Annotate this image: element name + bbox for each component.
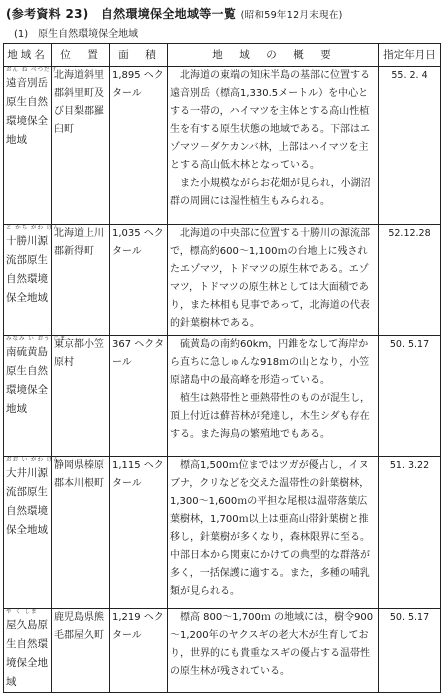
area-size-cell: 1,219 ヘクタール — [110, 609, 168, 693]
col-header-summary: 地 域 の 概 要 — [168, 44, 379, 67]
summary-paragraph: 硫黄島の南約60km，円錐をなして海岸から直ちに急しゅんな918ｍの山となり，小笠原諸島中の最高峰を形造っている。 — [170, 339, 370, 386]
designation-date-cell: 52.12.28 — [379, 225, 441, 336]
area-name: 遠音別岳原生自然環境保全地域 — [6, 77, 48, 146]
area-name: 南硫黄島原生自然環境保全地域 — [6, 346, 48, 415]
designation-date-cell: 51. 3.22 — [379, 457, 441, 609]
summary-paragraph: 植生は熱帯性と亜熱帯性のものが混生し，頂上付近は蘚苔林が発達し，木生シダも存在する。また海鳥の繁殖地でもある。 — [170, 393, 370, 440]
area-size-cell: 1,115 ヘクタール — [110, 457, 168, 609]
summary-paragraph: また小規模ながらお花畑が見られ，小湖沼群の周囲には湿性植生もみられる。 — [170, 178, 371, 207]
table-row — [4, 609, 441, 693]
location-cell: 静岡県榛原郡本川根町 — [52, 457, 110, 609]
area-size-cell: 367 ヘクタール — [110, 336, 168, 457]
header-row — [4, 44, 441, 67]
summary-paragraph: 標高1,500ｍ位まではツガが優占し，イヌブナ，クリなどを交えた温帯性の針葉樹林，1,300～1,600ｍの平担な尾根は温帯落葉広葉樹林，1,700ｍ以上は亜高山帯針葉樹と推移し，針葉樹が多くなり，森林限界に至る。中部日本から関東にかけての典型的な群落が多く，一括保護に適する。また，多種の哺乳類が見られる。 — [170, 460, 370, 597]
page-title — [6, 5, 343, 22]
name-reading: おお い がわ げん — [6, 457, 60, 463]
section-subtitle: (1) 原生自然環境保全地域 — [14, 29, 139, 40]
col-header-area: 面 積 — [110, 44, 168, 67]
location-cell: 北海道斜里郡斜里町及び目梨郡羅臼町 — [52, 67, 110, 225]
area-name: 大井川源流部原生自然環境保全地域 — [6, 467, 48, 536]
area-name-cell — [4, 609, 52, 693]
summary-paragraph: 北海道の東端の知床半島の基部に位置する遠音別岳（標高1,330.5メートル）を中心とする一帯の，ハイマツを主体とする高山性植生を有する原生状態の地域である。下部はエゾマツ－ダケカンバ林，上部はハイマツを主とする高山低木林となっている。 — [170, 70, 370, 171]
conservation-area-table — [3, 43, 441, 693]
area-name: 十勝川源流部原生自然環境保全地域 — [6, 235, 48, 304]
summary-paragraph: 標高 800～1,700ｍ の地域には，樹令900～1,200年のヤクスギの老大木が生育しており，世界的にも貴重なスギの優占する温帯性の原生林が残されている。 — [170, 612, 374, 677]
date-note: (昭和59年12月末現在) — [240, 10, 343, 21]
page-title-text: (参考資料 23) 自然環境保全地域等一覧 — [6, 7, 237, 21]
summary-paragraph: 北海道の中央部に位置する十勝川の源流部で，標高約600～1,100ｍの台地上に残されたエゾマツ，トドマツの原生林である。エゾマツ，トドマツの原生林としては大面積であり，また林相も見事であって，北海道の代表的針葉樹林である。 — [170, 228, 370, 329]
location-cell: 鹿児島県熊毛郡屋久町 — [52, 609, 110, 693]
designation-date-cell: 55. 2. 4 — [379, 67, 441, 225]
name-reading: みなみ い おう じま — [6, 336, 67, 342]
area-size-cell: 1,035 ヘクタール — [110, 225, 168, 336]
name-reading: と かち がわ げん — [6, 225, 60, 231]
area-size-cell: 1,895 ヘクタール — [110, 67, 168, 225]
area-name-cell — [4, 225, 60, 336]
area-name: 屋久島原生自然環境保全地域 — [6, 619, 48, 688]
location-cell: 北海道上川郡新得町 — [52, 225, 110, 336]
summary-cell — [168, 457, 379, 609]
col-header-date: 指定年月日 — [379, 44, 441, 67]
location-cell: 東京都小笠原村 — [52, 336, 110, 457]
designation-date-cell: 50. 5.17 — [379, 336, 441, 457]
table-row — [4, 225, 441, 336]
designation-date-cell: 50. 5.17 — [379, 609, 441, 693]
summary-cell — [168, 225, 379, 336]
name-reading: や く しま — [6, 609, 38, 615]
summary-cell — [168, 67, 379, 225]
col-header-name: 地域名 — [4, 44, 52, 67]
table-row — [4, 457, 441, 609]
area-name-cell — [4, 336, 67, 457]
area-name-cell — [4, 457, 60, 609]
summary-cell — [168, 609, 379, 693]
summary-cell — [168, 336, 379, 457]
name-reading: おん ね べつだけ — [6, 67, 57, 73]
area-name-cell — [4, 67, 57, 225]
table-row — [4, 67, 441, 225]
col-header-location: 位 置 — [52, 44, 110, 67]
table-row — [4, 336, 441, 457]
